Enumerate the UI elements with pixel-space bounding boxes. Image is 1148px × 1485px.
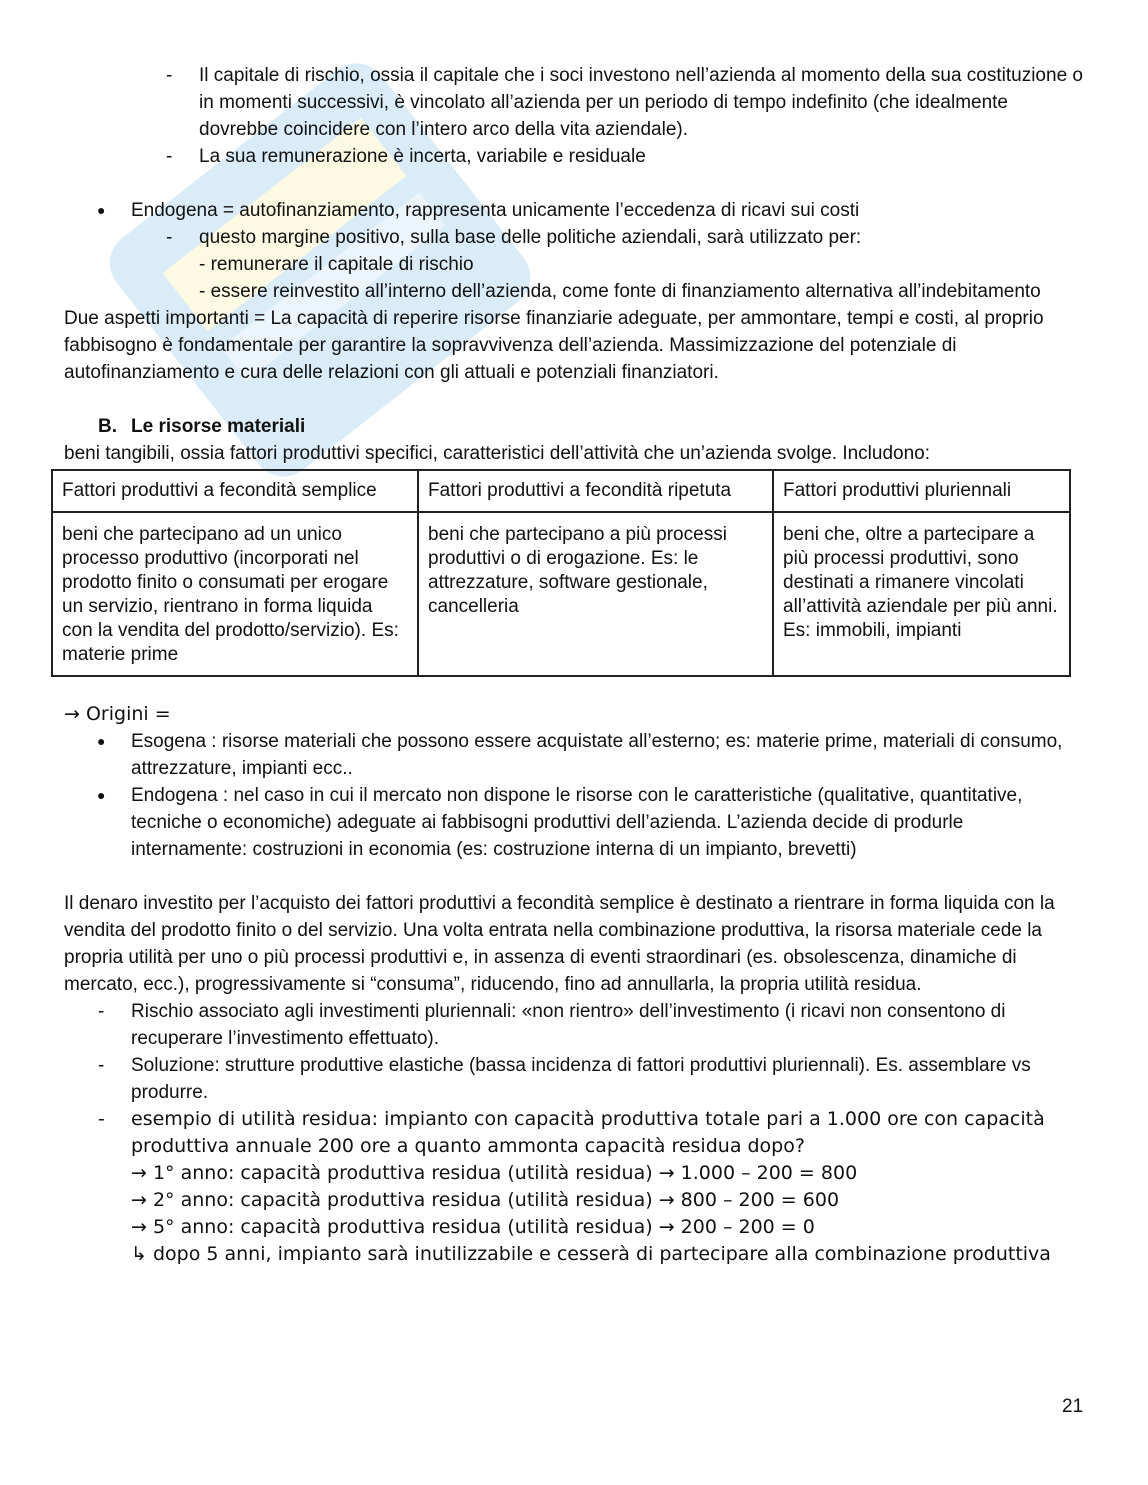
list-item: - Rischio associato agli investimenti pluriennali: «non rientro» dell’investimento (i ricavi non consentono di recuperare l’investimento effettuato). — [64, 998, 1084, 1052]
table-cell: beni che partecipano ad un unico processo produttivo (incorporati nel prodotto finito o consumati per erogare un servizio, rientrano in forma liquida con la vendita del prodotto/servizio). Es: materie prime — [52, 512, 418, 676]
resources-table — [51, 469, 1071, 677]
example-item — [64, 1106, 1084, 1268]
document-page — [64, 62, 1084, 1268]
section-heading: B. Le risorse materiali — [98, 416, 306, 437]
example-line: → 2° anno: capacità produttiva residua (utilità residua) → 800 – 200 = 600 — [131, 1189, 840, 1211]
example-line: ↳ dopo 5 anni, impianto sarà inutilizzabile e cesserà di partecipare alla combinazione produttiva — [131, 1243, 1051, 1265]
paragraph-denaro: Il denaro investito per l’acquisto dei fattori produttivi a fecondità semplice è destinato a rientrare in forma liquida con la vendita del prodotto finito o del servizio. Una volta entrata nella combinazione produttiva, la risorsa materiale cede la propria utilità per uno o più processi produttivi e, in assenza di eventi straordinari (es. obsolescenza, dinamiche di mercato, ecc.), progressivamente si “consuma”, riducendo, fino ad annullarla, la propria utilità residua. — [64, 893, 1055, 995]
table-cell: beni che partecipano a più processi produttivi o di erogazione. Es: le attrezzature, software gestionale, cancelleria — [418, 512, 773, 676]
list-item: - La sua remunerazione è incerta, variabile e residuale — [64, 143, 1084, 170]
sub-item: - remunerare il capitale di rischio — [199, 254, 474, 275]
table-header: Fattori produttivi a fecondità ripetuta — [418, 470, 773, 512]
table-cell: beni che, oltre a partecipare a più processi produttivi, sono destinati a rimanere vincolati all’attività aziendale per più anni. Es: immobili, impianti — [773, 512, 1070, 676]
list-item: - questo margine positivo, sulla base delle politiche aziendali, sarà utilizzato per: — [64, 224, 1084, 251]
list-item: - Il capitale di rischio, ossia il capitale che i soci investono nell’azienda al momento della sua costituzione o in momenti successivi, è vincolato all’azienda per un periodo di tempo indefinito (che idealmente dovrebbe coincidere con l’intero arco della vita aziendale). — [64, 62, 1084, 143]
list-item: - Soluzione: strutture produttive elastiche (bassa incidenza di fattori produttivi pluriennali). Es. assemblare vs produrre. — [64, 1052, 1084, 1106]
list-item: ● Endogena : nel caso in cui il mercato non dispone le risorse con le caratteristiche (qualitative, quantitative, tecniche o economiche) adeguate ai fabbisogni produttivi dell’azienda. L’azienda decide di produrle internamente: costruzioni in economia (es: costruzione interna di un impianto, brevetti) — [64, 782, 1084, 863]
example-line: → 5° anno: capacità produttiva residua (utilità residua) → 200 – 200 = 0 — [131, 1216, 815, 1238]
sub-item: - essere reinvestito all’interno dell’azienda, come fonte di finanziamento alternativa all’indebitamento — [199, 281, 1041, 302]
list-item: ● Endogena = autofinanziamento, rappresenta unicamente l’eccedenza di ricavi sui costi — [64, 197, 1084, 224]
paragraph-due-aspetti: Due aspetti importanti = La capacità di reperire risorse finanziarie adeguate, per ammontare, tempi e costi, al proprio fabbisogno è fondamentale per garantire la sopravvivenza dell’azienda. Massimizzazione del potenziale di autofinanziamento e cura delle relazioni con gli attuali e potenziali finanziatori. — [64, 308, 1044, 383]
paragraph-intro-table: beni tangibili, ossia fattori produttivi specifici, caratteristici dell’attività che un’azienda svolge. Includono: — [64, 443, 931, 464]
origini-heading: → Origini = — [64, 703, 171, 725]
list-item: ● Esogena : risorse materiali che possono essere acquistate all’esterno; es: materie prime, materiali di consumo, attrezzature, impianti ecc.. — [64, 728, 1084, 782]
table-header: Fattori produttivi a fecondità semplice — [52, 470, 418, 512]
page-number: 21 — [1062, 1396, 1084, 1417]
example-text: - esempio di utilità residua: impianto con capacità produttiva totale pari a 1.000 ore con capacità produttiva annuale 200 ore a quanto ammonta capacità residua dopo? — [131, 1108, 1045, 1157]
example-line: → 1° anno: capacità produttiva residua (utilità residua) → 1.000 – 200 = 800 — [131, 1162, 858, 1184]
table-header: Fattori produttivi pluriennali — [773, 470, 1070, 512]
